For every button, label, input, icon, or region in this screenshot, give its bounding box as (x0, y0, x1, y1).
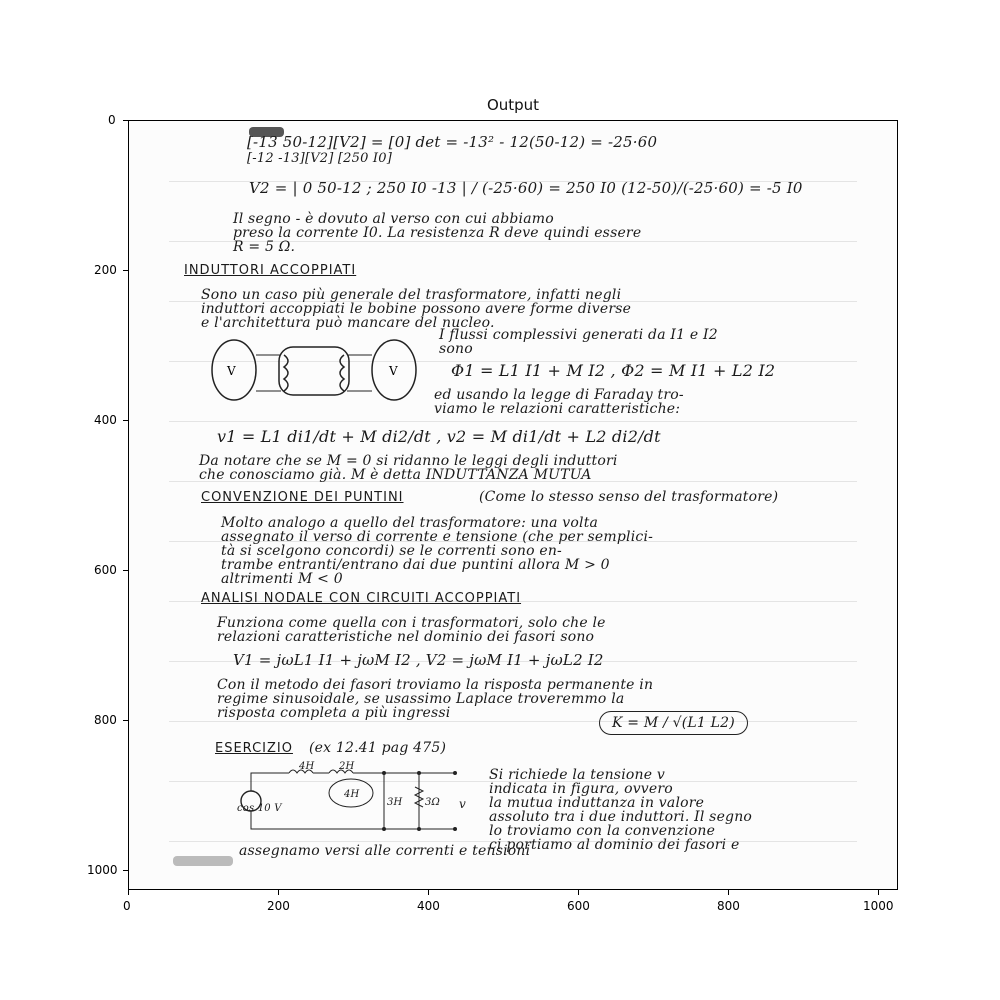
exercise-line-7: assegnamo versi alle correnti e tensioni (239, 843, 531, 859)
circuit-label-source: cos 10 V (237, 803, 282, 814)
sign-note-2: preso la corrente I0. La resistenza R deve quindi essere (233, 225, 642, 241)
s3-line-4: regime sinusoidale, se usassimo Laplace troveremmo la (217, 691, 625, 707)
svg-text:V: V (227, 364, 236, 378)
scan-smudge-bottom (173, 856, 233, 866)
s2-line-4: trambe entranti/entrano dai due puntini allora M > 0 (221, 557, 610, 573)
y-tick-0: 0 (108, 113, 116, 127)
s2-line-5: altrimenti M < 0 (221, 571, 343, 587)
y-tick-200: 200 (94, 263, 117, 277)
phasor-equation: V1 = jωL1 I1 + jωM I2 , V2 = jωM I1 + jωL2 I2 (233, 651, 604, 669)
exercise-line-5: lo troviamo con la convenzione (489, 823, 716, 839)
circuit-label-ind-c: 4H (344, 789, 360, 800)
voltage-equation: v1 = L1 di1/dt + M di2/dt , v2 = M di1/dt + L2 di2/dt (217, 427, 661, 446)
figure-title: Output (486, 96, 540, 114)
coupling-coefficient-formula: K = M / √(L1 L2) (599, 711, 748, 735)
sign-note-3: R = 5 Ω. (233, 239, 296, 255)
notebook-page (128, 120, 898, 890)
s3-line-1: Funziona come quella con i trasformatori, solo che le (217, 615, 606, 631)
y-tick-400: 400 (94, 413, 117, 427)
s3-line-5: risposta completa a più ingressi (217, 705, 451, 721)
y-tick-600: 600 (94, 563, 117, 577)
matrix-equation-row2: [-12 -13][V2] [250 I0] (247, 151, 392, 166)
s1-flux-2: sono (439, 341, 473, 357)
circuit-label-res: 3Ω (425, 797, 441, 808)
exercise-line-4: assoluto tra i due induttori. Il segno (489, 809, 753, 825)
svg-text:V: V (389, 364, 398, 378)
exercise-line-3: la mutua induttanza in valore (489, 795, 705, 811)
s3-line-3: Con il metodo dei fasori troviamo la risposta permanente in (217, 677, 654, 693)
x-tick-400: 400 (417, 899, 440, 913)
s1-line-1: Sono un caso più generale del trasformatore, infatti negli (201, 287, 622, 303)
mutual-note-1: Da notare che se M = 0 si ridanno le leggi degli induttori (199, 453, 618, 469)
circuit-label-output: v (459, 797, 466, 811)
s2-line-2: assegnato il verso di corrente e tensione (che per semplici- (221, 529, 654, 545)
s3-line-2: relazioni caratteristiche nel dominio dei fasori sono (217, 629, 595, 645)
s1-line-3: e l'architettura può mancare del nucleo. (201, 315, 495, 331)
s2-line-1: Molto analogo a quello del trasformatore: una volta (221, 515, 599, 531)
section-2-note: (Come lo stesso senso del trasformatore) (479, 489, 779, 505)
sign-note-1: Il segno - è dovuto al verso con cui abbiamo (233, 211, 554, 227)
faraday-line-1: ed usando la legge di Faraday tro- (434, 387, 684, 403)
circuit-label-ind-a: 4H (299, 761, 315, 772)
x-tick-1000: 1000 (863, 899, 894, 913)
coupled-inductor-sketch (209, 335, 419, 405)
section-heading-dot-convention: CONVENZIONE DEI PUNTINI (201, 490, 404, 505)
exercise-reference: (ex 12.41 pag 475) (309, 740, 447, 756)
y-tick-1000: 1000 (87, 863, 118, 877)
circuit-label-ind-b: 2H (339, 761, 355, 772)
y-tick-800: 800 (94, 713, 117, 727)
x-tick-200: 200 (267, 899, 290, 913)
mutual-note-2: che conosciamo già. M è detta INDUTTANZA MUTUA (199, 467, 592, 483)
flux-equation: Φ1 = L1 I1 + M I2 , Φ2 = M I1 + L2 I2 (451, 361, 776, 380)
faraday-line-2: viamo le relazioni caratteristiche: (434, 401, 681, 417)
s2-line-3: tà si scelgono concordi) se le correnti sono en- (221, 543, 562, 559)
x-tick-800: 800 (717, 899, 740, 913)
x-tick-600: 600 (567, 899, 590, 913)
exercise-line-2: indicata in figura, ovvero (489, 781, 673, 797)
matrix-equation: [-13 50-12][V2] = [0] det = -13² - 12(50-12) = -25·60 (247, 133, 658, 151)
v2-equation: V2 = | 0 50-12 ; 250 I0 -13 | / (-25·60) = 250 I0 (12-50)/(-25·60) = -5 I0 (249, 179, 803, 197)
section-heading-coupled-inductors: INDUTTORI ACCOPPIATI (184, 263, 357, 278)
circuit-label-ind-d: 3H (387, 797, 403, 808)
section-heading-nodal-analysis: ANALISI NODALE CON CIRCUITI ACCOPPIATI (201, 591, 522, 606)
s1-flux-1: I flussi complessivi generati da I1 e I2 (439, 327, 718, 343)
exercise-line-1: Si richiede la tensione v (489, 767, 665, 783)
s1-line-2: induttori accoppiati le bobine possono avere forme diverse (201, 301, 632, 317)
x-tick-0: 0 (123, 899, 131, 913)
section-heading-exercise: ESERCIZIO (215, 741, 293, 756)
exercise-line-6: ci portiamo al dominio dei fasori e (489, 837, 740, 853)
